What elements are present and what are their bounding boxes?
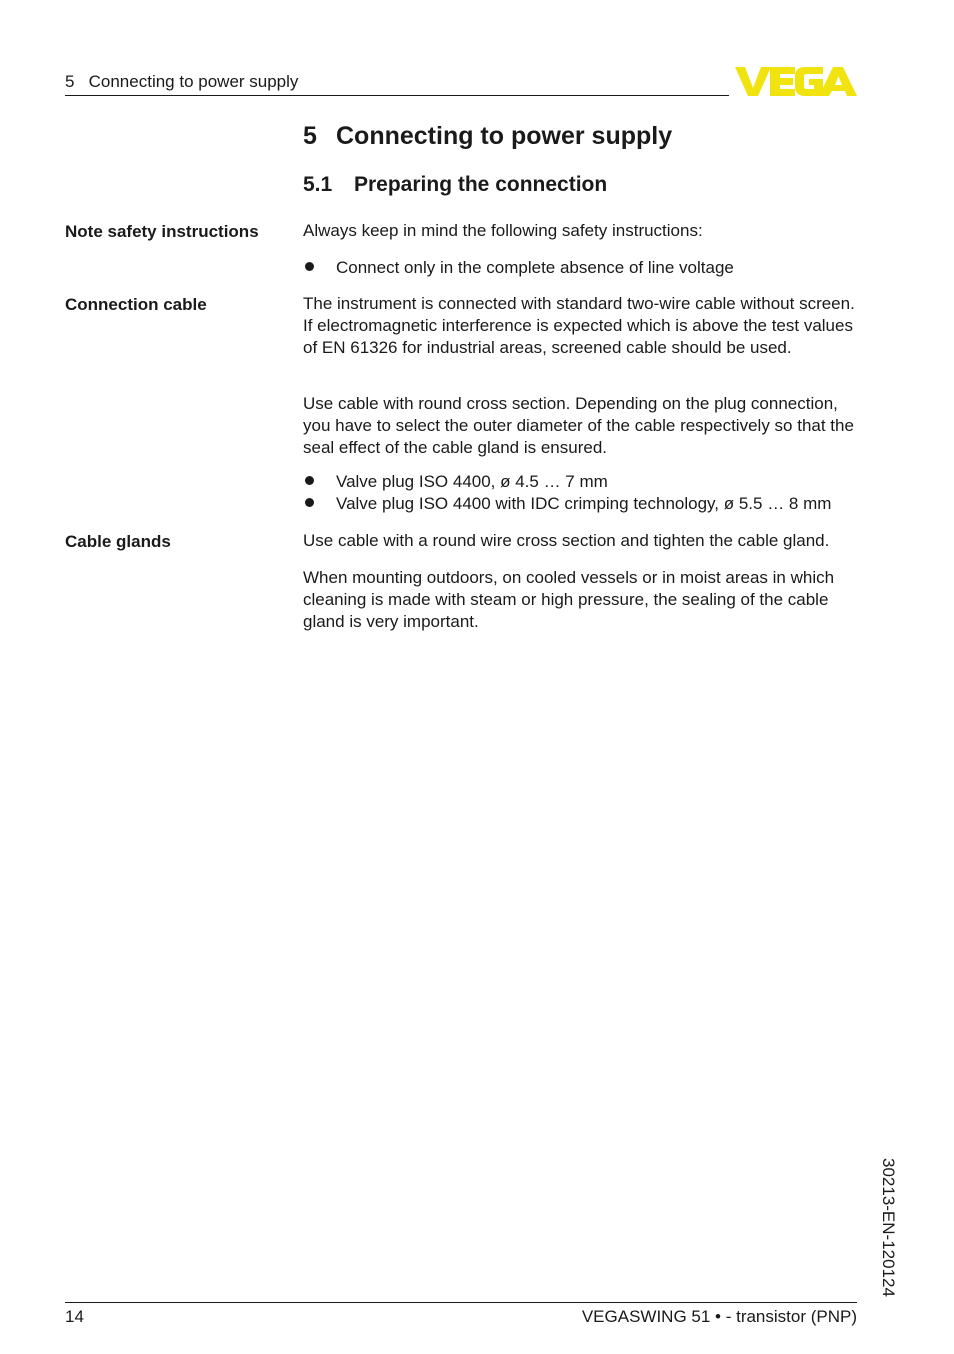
cable-glands-paragraph-1: Use cable with a round wire cross section and tighten the cable gland. bbox=[303, 531, 830, 550]
section-number: 5.1 bbox=[303, 173, 333, 196]
cable-glands-paragraph-2: When mounting outdoors, on cooled vessels or in moist areas in which cleaning is made with steam or high pressure, the sealing of the cable gland is very important. bbox=[303, 568, 835, 631]
running-header-title: 5 Connecting to power supply bbox=[65, 72, 299, 91]
list-item-text: Valve plug ISO 4400 with IDC crimping technology, ø 5.5 … 8 mm bbox=[336, 494, 832, 513]
connection-cable-label: Connection cable bbox=[65, 295, 207, 314]
list-item-text: Valve plug ISO 4400, ø 4.5 … 7 mm bbox=[336, 472, 608, 491]
safety-label: Note safety instructions bbox=[65, 222, 259, 241]
connection-cable-paragraph-1: The instrument is connected with standard two-wire cable without screen. If electromagnetic interference is expected which is above the test values of EN 61326 for industrial areas, screened cable should be used. bbox=[303, 294, 855, 357]
section-title: Preparing the connection bbox=[354, 173, 608, 196]
footer-document-title: VEGASWING 51 • - transistor (PNP) bbox=[581, 1307, 857, 1326]
footer-divider bbox=[65, 1302, 857, 1303]
bullet-icon bbox=[305, 262, 314, 271]
safety-intro: Always keep in mind the following safety instructions: bbox=[303, 221, 703, 240]
document-code: 30213-EN-120124 bbox=[879, 1158, 898, 1297]
bullet-icon bbox=[305, 498, 314, 507]
vega-logo bbox=[735, 64, 857, 98]
section-heading bbox=[303, 173, 607, 197]
header-divider bbox=[65, 95, 729, 96]
bullet-icon bbox=[305, 476, 314, 485]
chapter-number: 5 bbox=[303, 122, 317, 150]
chapter-title: Connecting to power supply bbox=[336, 122, 673, 150]
connection-cable-paragraph-2: Use cable with round cross section. Depending on the plug connection, you have to select the outer diameter of the cable respectively so that the seal effect of the cable gland is ensured. bbox=[303, 394, 854, 457]
list-item-text: Connect only in the complete absence of line voltage bbox=[336, 258, 734, 277]
chapter-heading bbox=[303, 122, 672, 151]
list-item bbox=[303, 257, 734, 279]
page-number: 14 bbox=[65, 1307, 84, 1326]
cable-glands-label: Cable glands bbox=[65, 532, 171, 551]
list-item bbox=[303, 493, 831, 515]
list-item bbox=[303, 471, 608, 493]
